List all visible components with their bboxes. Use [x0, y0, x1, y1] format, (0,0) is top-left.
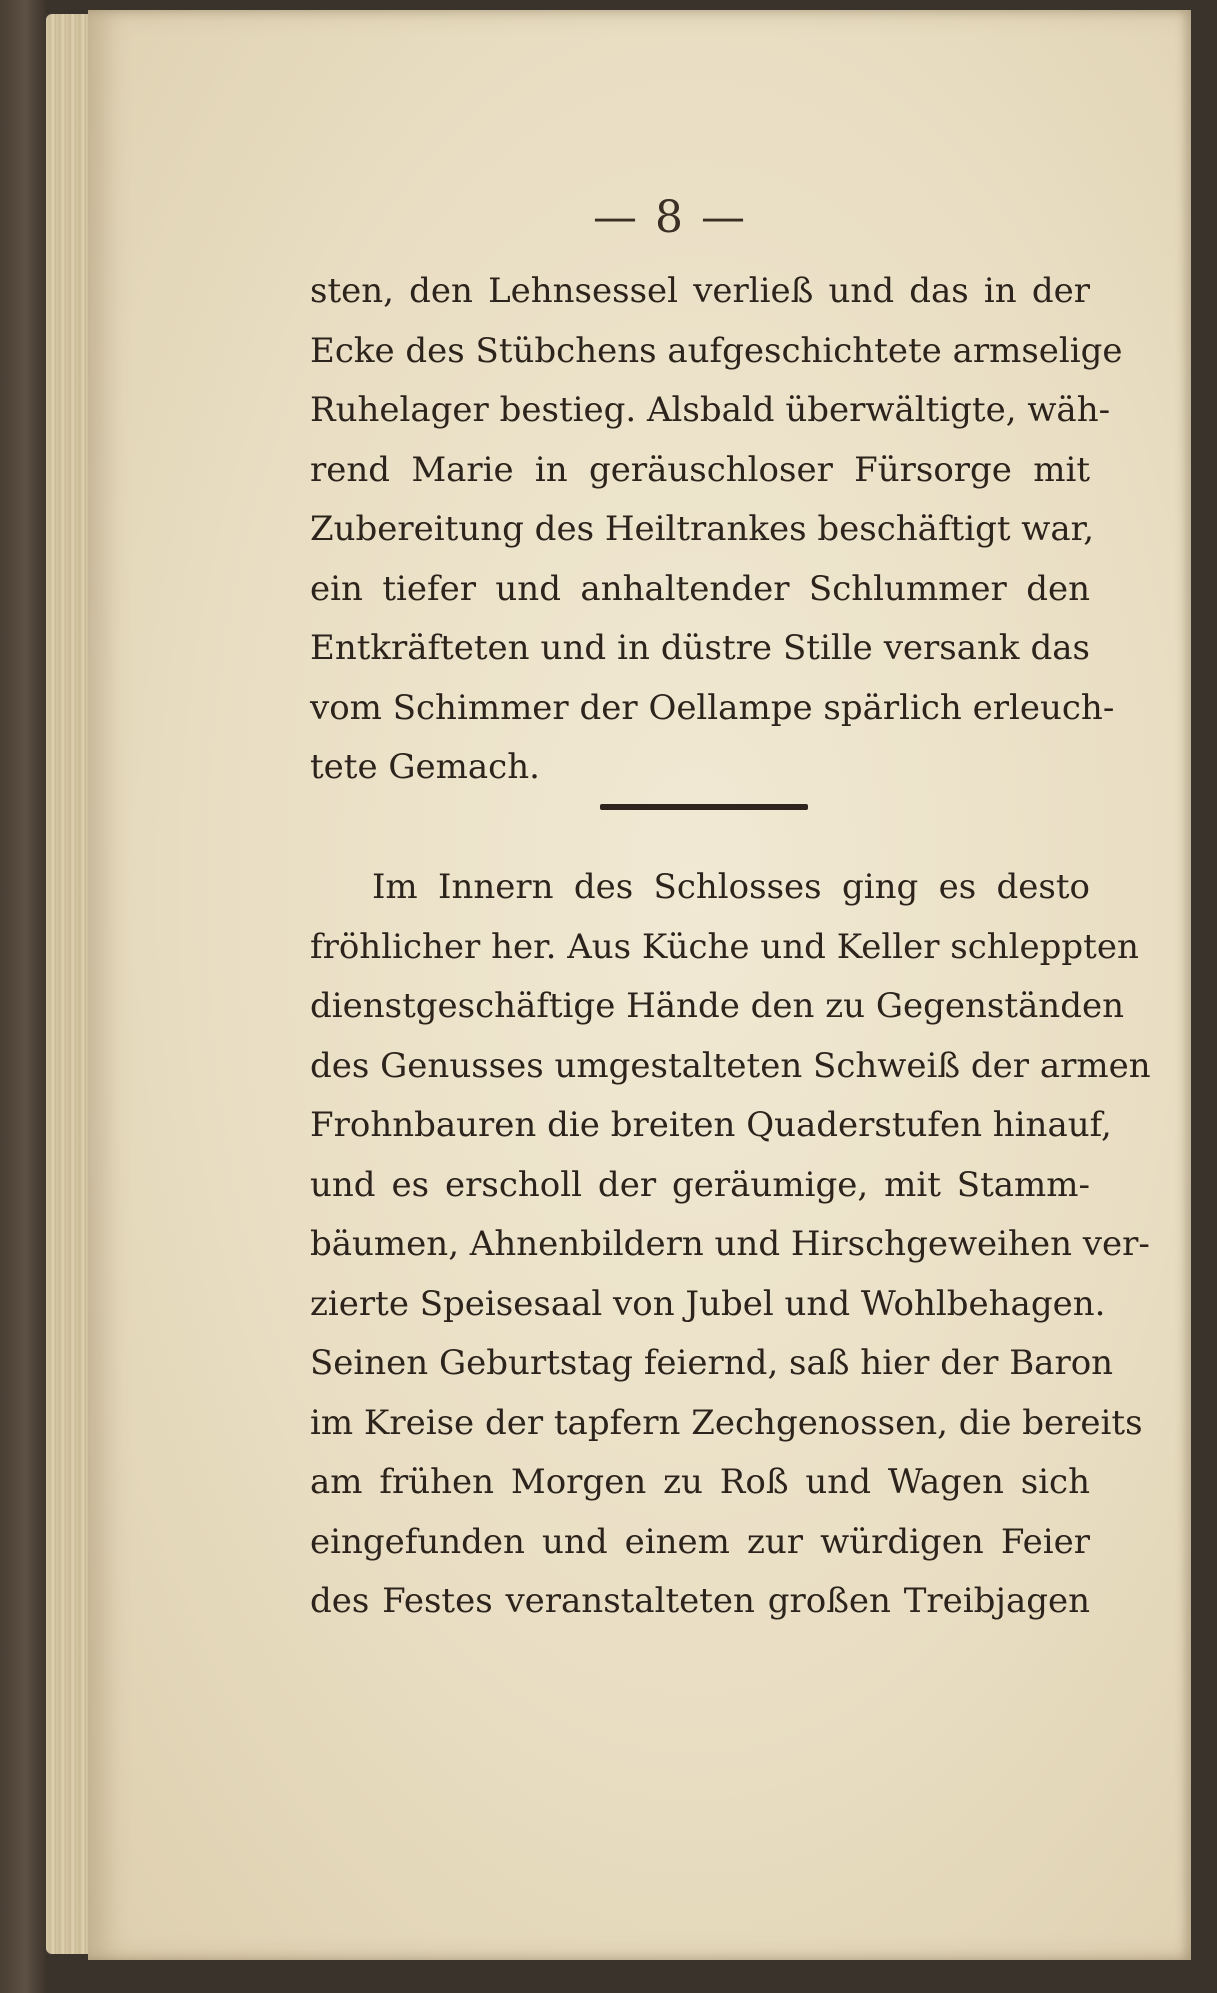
text-line: im Kreise der tapfern Zechgenossen, die bereits — [310, 1402, 1143, 1443]
text-line: des Festes veranstalteten großen Treibjagen — [310, 1581, 1090, 1621]
text-line: sten, den Lehnsessel verließ und das in der — [310, 271, 1090, 311]
text-line: vom Schimmer der Oellampe spärlich erleuch- — [310, 687, 1115, 728]
text-line: fröhlicher her. Aus Küche und Keller schleppten — [310, 926, 1139, 967]
text-line: und es erscholl der geräumige, mit Stamm- — [310, 1164, 1090, 1205]
text-line: am frühen Morgen zu Roß und Wagen sich — [310, 1462, 1090, 1502]
text-line: dienstgeschäftige Hände den zu Gegenständen — [310, 986, 1124, 1026]
text-line: Frohnbauren die breiten Quaderstufen hinauf, — [310, 1105, 1112, 1145]
text-line: Seinen Geburtstag feiernd, saß hier der Baron — [310, 1343, 1114, 1383]
page-stack-edge — [46, 14, 94, 1954]
text-line: Ecke des Stübchens aufgeschichtete armselige — [310, 330, 1123, 371]
book-cover-edge — [0, 0, 46, 1993]
text-line: Ruhelager bestieg. Alsbald überwältigte, wäh- — [310, 390, 1111, 430]
text-line: Im Innern des Schlosses ging es desto — [372, 867, 1090, 907]
text-line: tete Gemach. — [310, 747, 540, 787]
text-line: rend Marie in geräuschloser Fürsorge mit — [310, 449, 1090, 490]
text-line: ein tiefer und anhaltender Schlummer den — [310, 568, 1090, 609]
text-line: bäumen, Ahnenbildern und Hirschgeweihen ver- — [310, 1224, 1150, 1264]
text-line: Zubereitung des Heiltrankes beschäftigt war, — [310, 509, 1095, 549]
text-line: des Genusses umgestalteten Schweiß der armen — [310, 1045, 1151, 1086]
text-line: eingefunden und einem zur würdigen Feier — [310, 1521, 1090, 1562]
page-number: — 8 — — [593, 192, 747, 243]
text-line: zierte Speisesaal von Jubel und Wohlbehagen. — [310, 1283, 1106, 1324]
paragraph-2 — [310, 858, 1151, 1632]
section-divider — [600, 804, 808, 810]
text-line: Entkräfteten und in düstre Stille versank das — [310, 628, 1090, 668]
paragraph-1 — [310, 262, 1123, 798]
